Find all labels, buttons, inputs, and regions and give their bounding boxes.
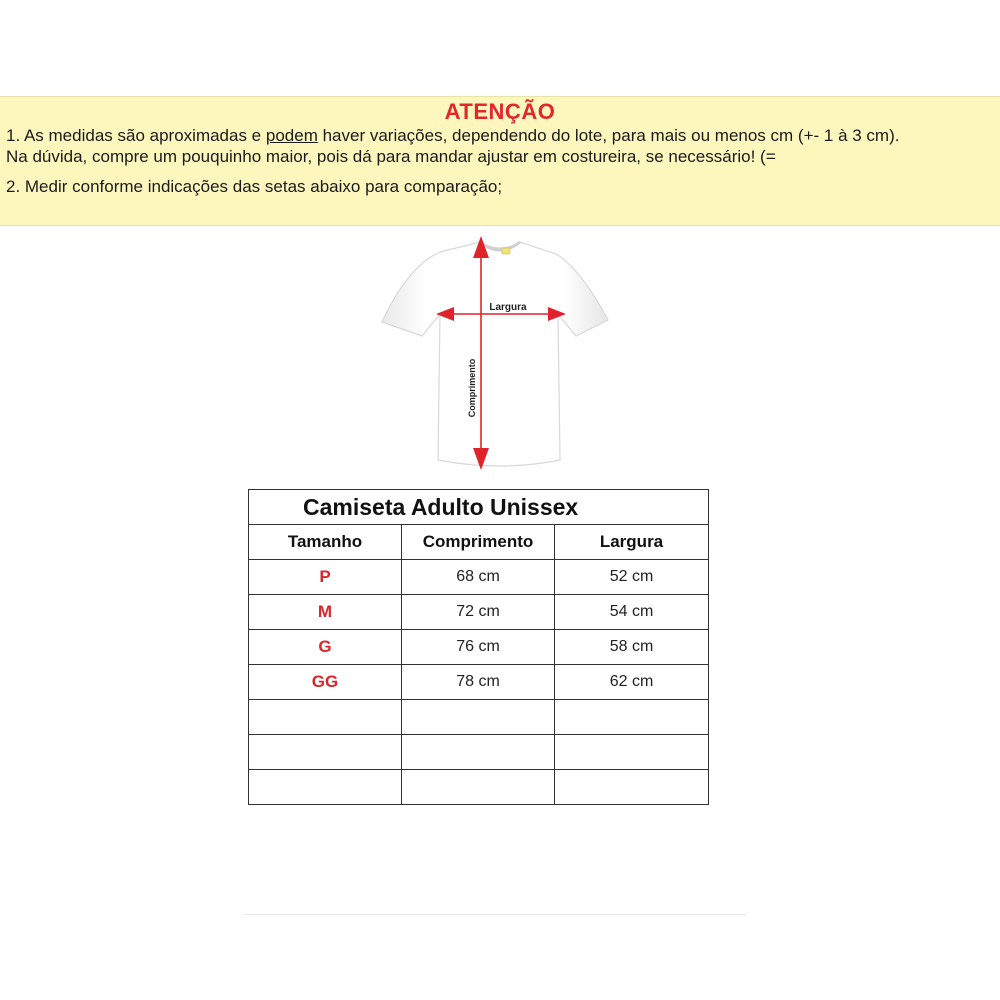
table-row-empty: [249, 770, 709, 805]
bottom-divider: [244, 914, 746, 915]
length-cell: 78 cm: [402, 665, 555, 700]
table-row: [249, 665, 709, 700]
attention-notice: [0, 96, 1000, 226]
size-cell: [249, 700, 402, 735]
width-cell: [555, 700, 709, 735]
length-cell: 76 cm: [402, 630, 555, 665]
table-header-row: [249, 525, 709, 560]
table-row: [249, 560, 709, 595]
size-cell: GG: [249, 665, 402, 700]
header-size: Tamanho: [249, 525, 402, 560]
table-title: Camiseta Adulto Unissex: [249, 490, 709, 525]
length-cell: [402, 700, 555, 735]
width-cell: 52 cm: [555, 560, 709, 595]
width-cell: [555, 735, 709, 770]
table-row-empty: [249, 735, 709, 770]
notice-line-1-end: haver variações, dependendo do lote, para mais ou menos cm (+- 1 à 3 cm).: [317, 126, 900, 145]
size-cell: [249, 735, 402, 770]
width-cell: 54 cm: [555, 595, 709, 630]
notice-line-1: [6, 126, 899, 146]
table-row: [249, 630, 709, 665]
size-cell: [249, 770, 402, 805]
notice-line-2: Na dúvida, compre um pouquinho maior, pois dá para mandar ajustar em costureira, se necessário! (=: [6, 147, 776, 166]
notice-title: ATENÇÃO: [444, 99, 556, 124]
table-row-empty: [249, 700, 709, 735]
notice-line-1-start: 1. As medidas são aproximadas e: [6, 126, 266, 145]
length-cell: 72 cm: [402, 595, 555, 630]
table-row: [249, 595, 709, 630]
length-cell: [402, 770, 555, 805]
notice-underlined-word: podem: [265, 126, 318, 145]
table-title-row: [249, 490, 709, 525]
length-cell: [402, 735, 555, 770]
size-cell: P: [249, 560, 402, 595]
tshirt-shape: [382, 242, 608, 466]
length-label: Comprimento: [467, 358, 477, 418]
length-cell: 68 cm: [402, 560, 555, 595]
size-table: [248, 489, 709, 805]
tshirt-measurement-diagram: [380, 232, 620, 472]
size-cell: M: [249, 595, 402, 630]
header-width: Largura: [555, 525, 709, 560]
header-length: Comprimento: [402, 525, 555, 560]
size-cell: G: [249, 630, 402, 665]
width-cell: 58 cm: [555, 630, 709, 665]
notice-line-3: 2. Medir conforme indicações das setas abaixo para comparação;: [6, 177, 503, 196]
width-cell: [555, 770, 709, 805]
width-cell: 62 cm: [555, 665, 709, 700]
width-label: Largura: [489, 302, 527, 313]
tshirt-illustration: [380, 232, 620, 472]
